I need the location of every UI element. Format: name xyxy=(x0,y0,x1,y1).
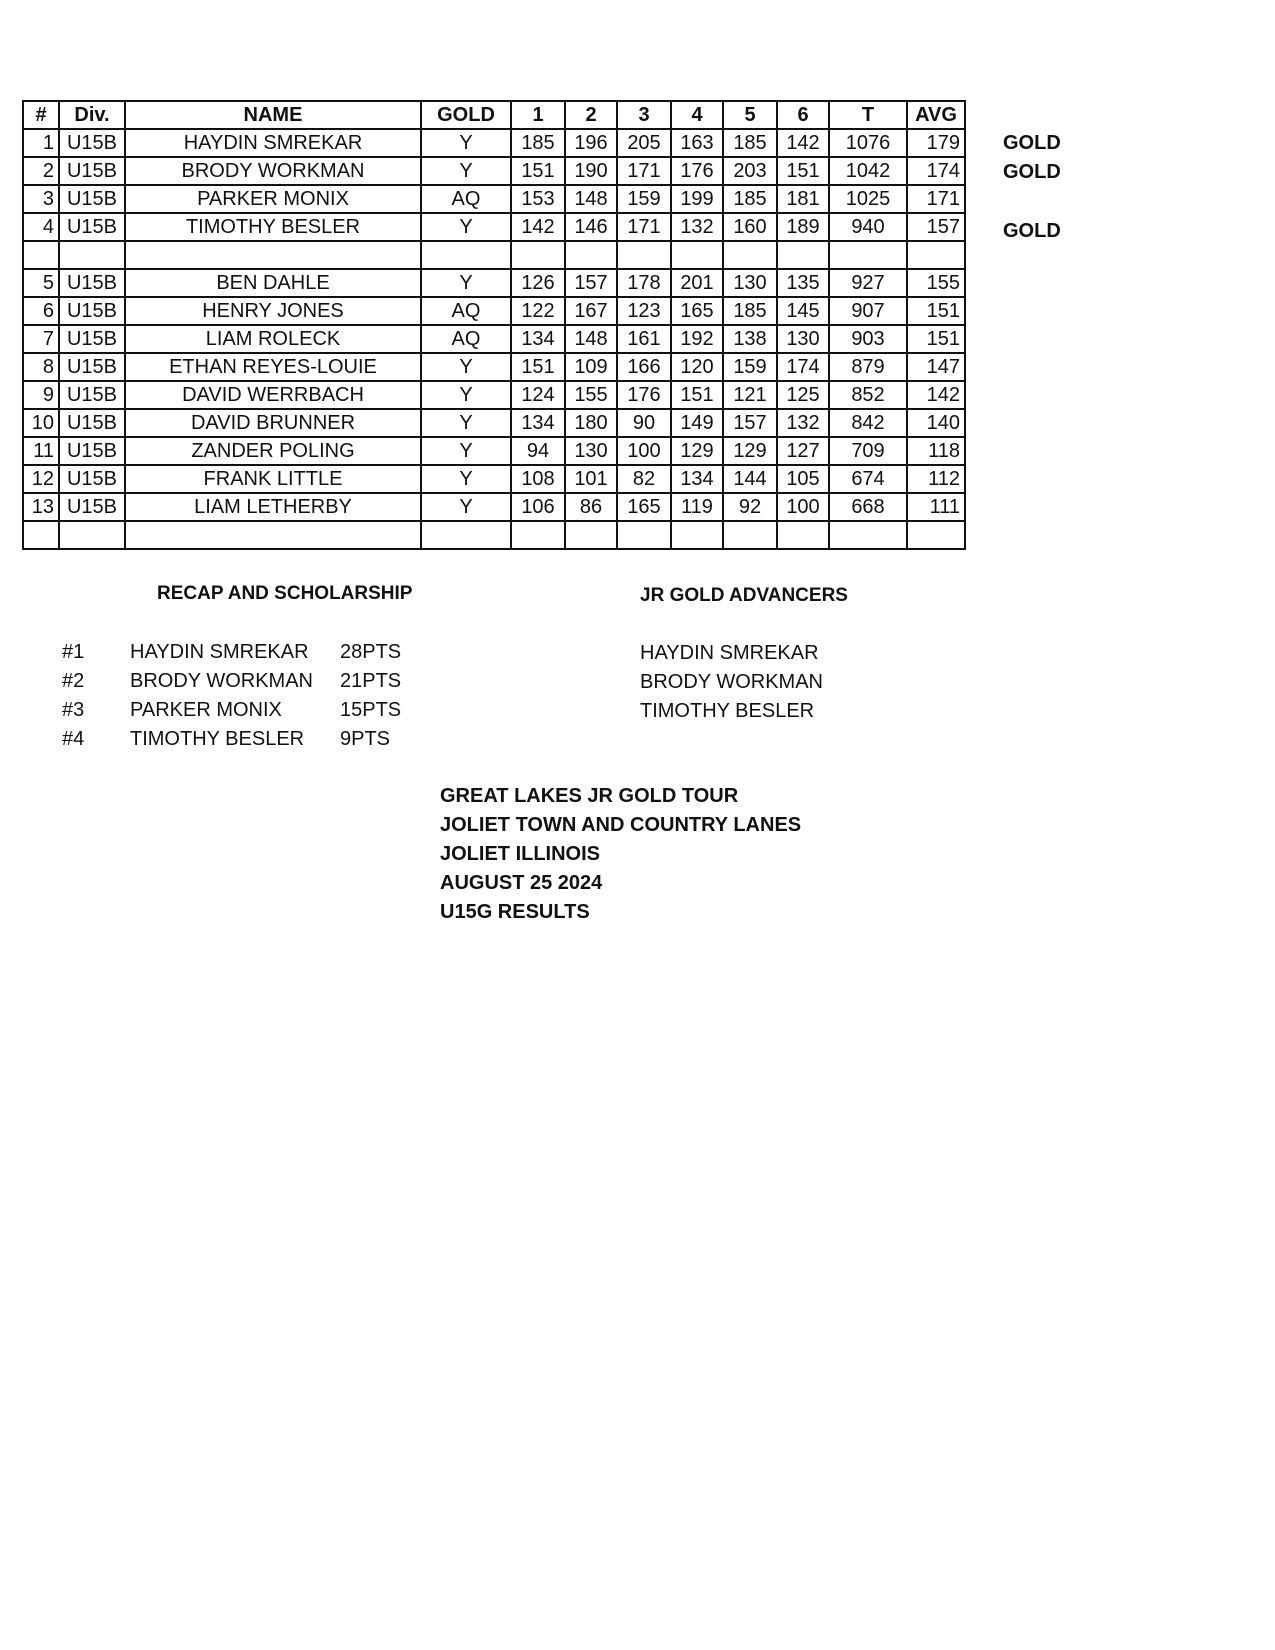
cell-div: U15B xyxy=(59,129,125,157)
empty-cell xyxy=(777,521,829,549)
cell-avg: 151 xyxy=(907,325,965,353)
empty-cell xyxy=(421,241,511,269)
advancer-name: BRODY WORKMAN xyxy=(640,671,823,693)
header-cell: T xyxy=(829,101,907,129)
cell-g2: 148 xyxy=(565,185,617,213)
cell-g3: 90 xyxy=(617,409,671,437)
cell-gold: Y xyxy=(421,129,511,157)
recap-name: BRODY WORKMAN xyxy=(130,670,313,692)
empty-cell xyxy=(617,521,671,549)
results-table xyxy=(22,100,966,550)
cell-g6: 174 xyxy=(777,353,829,381)
cell-gold: Y xyxy=(421,465,511,493)
cell-avg: 157 xyxy=(907,213,965,241)
cell-g4: 165 xyxy=(671,297,723,325)
table-row xyxy=(23,213,965,241)
cell-g3: 205 xyxy=(617,129,671,157)
cell-g5: 138 xyxy=(723,325,777,353)
recap-points: 9PTS xyxy=(340,728,391,750)
cell-g4: 176 xyxy=(671,157,723,185)
event-info-line: U15G RESULTS xyxy=(440,901,590,923)
empty-cell xyxy=(511,241,565,269)
cell-g1: 153 xyxy=(511,185,565,213)
advancers-heading: JR GOLD ADVANCERS xyxy=(640,585,848,606)
cell-g1: 124 xyxy=(511,381,565,409)
cell-g5: 160 xyxy=(723,213,777,241)
empty-cell xyxy=(723,241,777,269)
cell-name: BEN DAHLE xyxy=(125,269,421,297)
empty-cell xyxy=(671,521,723,549)
gold-tag: GOLD xyxy=(1003,131,1061,154)
header-cell: # xyxy=(23,101,59,129)
cell-g6: 125 xyxy=(777,381,829,409)
cell-div: U15B xyxy=(59,325,125,353)
cell-g6: 135 xyxy=(777,269,829,297)
cell-avg: 151 xyxy=(907,297,965,325)
cell-name: TIMOTHY BESLER xyxy=(125,213,421,241)
recap-points: 15PTS xyxy=(340,699,402,721)
cell-g3: 171 xyxy=(617,213,671,241)
cell-g1: 126 xyxy=(511,269,565,297)
cell-g6: 130 xyxy=(777,325,829,353)
cell-g4: 151 xyxy=(671,381,723,409)
cell-g2: 148 xyxy=(565,325,617,353)
cell-gold: AQ xyxy=(421,325,511,353)
empty-cell xyxy=(907,521,965,549)
cell-total: 927 xyxy=(829,269,907,297)
cell-g5: 130 xyxy=(723,269,777,297)
empty-cell xyxy=(511,521,565,549)
cell-g5: 92 xyxy=(723,493,777,521)
cell-num: 5 xyxy=(23,269,59,297)
empty-cell xyxy=(829,241,907,269)
cell-name: HAYDIN SMREKAR xyxy=(125,129,421,157)
header-cell: NAME xyxy=(125,101,421,129)
table-row xyxy=(23,269,965,297)
cell-avg: 118 xyxy=(907,437,965,465)
table-row xyxy=(23,493,965,521)
cell-g6: 132 xyxy=(777,409,829,437)
cell-g1: 185 xyxy=(511,129,565,157)
results-body xyxy=(23,129,965,549)
table-row xyxy=(23,325,965,353)
cell-gold: Y xyxy=(421,157,511,185)
cell-total: 852 xyxy=(829,381,907,409)
cell-g4: 129 xyxy=(671,437,723,465)
cell-g3: 171 xyxy=(617,157,671,185)
cell-g4: 163 xyxy=(671,129,723,157)
cell-g2: 167 xyxy=(565,297,617,325)
table-header-row xyxy=(23,101,965,129)
table-row xyxy=(23,297,965,325)
cell-g5: 185 xyxy=(723,185,777,213)
header-cell: Div. xyxy=(59,101,125,129)
cell-g1: 151 xyxy=(511,157,565,185)
header-cell: 3 xyxy=(617,101,671,129)
cell-g5: 129 xyxy=(723,437,777,465)
cell-g3: 176 xyxy=(617,381,671,409)
cell-g2: 109 xyxy=(565,353,617,381)
cell-gold: Y xyxy=(421,269,511,297)
table-spacer-row xyxy=(23,241,965,269)
gold-tag: GOLD xyxy=(1003,161,1061,183)
cell-gold: Y xyxy=(421,409,511,437)
recap-rank: #1 xyxy=(62,641,85,663)
cell-g3: 100 xyxy=(617,437,671,465)
cell-div: U15B xyxy=(59,213,125,241)
cell-g1: 142 xyxy=(511,213,565,241)
recap-rank: #4 xyxy=(62,728,85,750)
cell-num: 8 xyxy=(23,353,59,381)
cell-g1: 106 xyxy=(511,493,565,521)
recap-name: TIMOTHY BESLER xyxy=(130,728,305,750)
cell-g5: 144 xyxy=(723,465,777,493)
cell-num: 13 xyxy=(23,493,59,521)
cell-g2: 101 xyxy=(565,465,617,493)
cell-g6: 127 xyxy=(777,437,829,465)
cell-avg: 142 xyxy=(907,381,965,409)
cell-g5: 157 xyxy=(723,409,777,437)
cell-g1: 134 xyxy=(511,409,565,437)
empty-cell xyxy=(723,521,777,549)
cell-g4: 199 xyxy=(671,185,723,213)
cell-g4: 132 xyxy=(671,213,723,241)
empty-cell xyxy=(565,241,617,269)
cell-total: 674 xyxy=(829,465,907,493)
recap-rank: #3 xyxy=(62,699,85,721)
cell-g6: 142 xyxy=(777,129,829,157)
cell-name: DAVID BRUNNER xyxy=(125,409,421,437)
cell-num: 1 xyxy=(23,129,59,157)
table-row xyxy=(23,381,965,409)
recap-name: HAYDIN SMREKAR xyxy=(130,641,309,663)
cell-div: U15B xyxy=(59,353,125,381)
cell-g6: 105 xyxy=(777,465,829,493)
cell-g6: 100 xyxy=(777,493,829,521)
header-cell: 6 xyxy=(777,101,829,129)
event-info-line: GREAT LAKES JR GOLD TOUR xyxy=(440,785,739,807)
event-info-line: JOLIET TOWN AND COUNTRY LANES xyxy=(440,814,802,836)
cell-num: 12 xyxy=(23,465,59,493)
cell-total: 907 xyxy=(829,297,907,325)
recap-name: PARKER MONIX xyxy=(130,699,282,721)
cell-g3: 159 xyxy=(617,185,671,213)
cell-name: LIAM ROLECK xyxy=(125,325,421,353)
cell-num: 4 xyxy=(23,213,59,241)
empty-cell xyxy=(421,521,511,549)
empty-cell xyxy=(671,241,723,269)
cell-g3: 178 xyxy=(617,269,671,297)
table-row xyxy=(23,157,965,185)
cell-g3: 82 xyxy=(617,465,671,493)
cell-gold: Y xyxy=(421,213,511,241)
cell-g3: 161 xyxy=(617,325,671,353)
table-row xyxy=(23,465,965,493)
cell-total: 842 xyxy=(829,409,907,437)
cell-avg: 174 xyxy=(907,157,965,185)
cell-name: PARKER MONIX xyxy=(125,185,421,213)
cell-total: 903 xyxy=(829,325,907,353)
cell-name: ETHAN REYES-LOUIE xyxy=(125,353,421,381)
cell-g2: 155 xyxy=(565,381,617,409)
cell-g3: 165 xyxy=(617,493,671,521)
cell-name: LIAM LETHERBY xyxy=(125,493,421,521)
empty-cell xyxy=(907,241,965,269)
header-cell: 5 xyxy=(723,101,777,129)
empty-cell xyxy=(777,241,829,269)
recap-heading: RECAP AND SCHOLARSHIP xyxy=(157,583,413,604)
cell-g2: 196 xyxy=(565,129,617,157)
cell-g2: 157 xyxy=(565,269,617,297)
cell-total: 1025 xyxy=(829,185,907,213)
cell-div: U15B xyxy=(59,297,125,325)
cell-g1: 94 xyxy=(511,437,565,465)
cell-div: U15B xyxy=(59,437,125,465)
cell-g5: 203 xyxy=(723,157,777,185)
cell-g2: 130 xyxy=(565,437,617,465)
recap-points: 28PTS xyxy=(340,641,402,663)
cell-g1: 151 xyxy=(511,353,565,381)
table-row xyxy=(23,409,965,437)
cell-gold: Y xyxy=(421,381,511,409)
cell-num: 2 xyxy=(23,157,59,185)
cell-g3: 123 xyxy=(617,297,671,325)
advancer-name: TIMOTHY BESLER xyxy=(640,700,815,722)
empty-cell xyxy=(829,521,907,549)
header-cell: 1 xyxy=(511,101,565,129)
cell-g4: 134 xyxy=(671,465,723,493)
cell-div: U15B xyxy=(59,157,125,185)
cell-gold: Y xyxy=(421,437,511,465)
cell-avg: 112 xyxy=(907,465,965,493)
table-row xyxy=(23,185,965,213)
cell-num: 3 xyxy=(23,185,59,213)
cell-g4: 192 xyxy=(671,325,723,353)
cell-name: ZANDER POLING xyxy=(125,437,421,465)
cell-num: 7 xyxy=(23,325,59,353)
cell-div: U15B xyxy=(59,185,125,213)
cell-gold: Y xyxy=(421,353,511,381)
cell-g6: 151 xyxy=(777,157,829,185)
header-cell: 4 xyxy=(671,101,723,129)
empty-cell xyxy=(59,241,125,269)
cell-avg: 179 xyxy=(907,129,965,157)
empty-cell xyxy=(59,521,125,549)
cell-total: 879 xyxy=(829,353,907,381)
cell-total: 1042 xyxy=(829,157,907,185)
empty-cell xyxy=(23,521,59,549)
cell-g6: 181 xyxy=(777,185,829,213)
cell-gold: AQ xyxy=(421,297,511,325)
header-cell: AVG xyxy=(907,101,965,129)
cell-num: 11 xyxy=(23,437,59,465)
cell-g5: 185 xyxy=(723,129,777,157)
cell-div: U15B xyxy=(59,493,125,521)
cell-g1: 122 xyxy=(511,297,565,325)
cell-avg: 155 xyxy=(907,269,965,297)
cell-g2: 180 xyxy=(565,409,617,437)
cell-g4: 120 xyxy=(671,353,723,381)
cell-g2: 190 xyxy=(565,157,617,185)
cell-name: BRODY WORKMAN xyxy=(125,157,421,185)
empty-cell xyxy=(125,241,421,269)
empty-cell xyxy=(125,521,421,549)
cell-name: DAVID WERRBACH xyxy=(125,381,421,409)
cell-g4: 201 xyxy=(671,269,723,297)
empty-cell xyxy=(23,241,59,269)
header-cell: GOLD xyxy=(421,101,511,129)
cell-g2: 146 xyxy=(565,213,617,241)
cell-total: 668 xyxy=(829,493,907,521)
cell-gold: Y xyxy=(421,493,511,521)
cell-g5: 159 xyxy=(723,353,777,381)
cell-g2: 86 xyxy=(565,493,617,521)
cell-g5: 185 xyxy=(723,297,777,325)
cell-div: U15B xyxy=(59,269,125,297)
cell-num: 6 xyxy=(23,297,59,325)
advancer-name: HAYDIN SMREKAR xyxy=(640,642,819,664)
event-info-line: AUGUST 25 2024 xyxy=(440,872,603,894)
empty-cell xyxy=(565,521,617,549)
cell-avg: 140 xyxy=(907,409,965,437)
cell-avg: 171 xyxy=(907,185,965,213)
cell-g1: 108 xyxy=(511,465,565,493)
cell-avg: 147 xyxy=(907,353,965,381)
cell-avg: 111 xyxy=(907,493,965,521)
recap-points: 21PTS xyxy=(340,670,402,692)
cell-g3: 166 xyxy=(617,353,671,381)
recap-rank: #2 xyxy=(62,670,85,692)
cell-g4: 149 xyxy=(671,409,723,437)
table-row xyxy=(23,353,965,381)
cell-num: 9 xyxy=(23,381,59,409)
event-info-line: JOLIET ILLINOIS xyxy=(440,843,601,865)
cell-gold: AQ xyxy=(421,185,511,213)
cell-div: U15B xyxy=(59,409,125,437)
cell-num: 10 xyxy=(23,409,59,437)
cell-g5: 121 xyxy=(723,381,777,409)
empty-cell xyxy=(617,241,671,269)
cell-total: 940 xyxy=(829,213,907,241)
header-cell: 2 xyxy=(565,101,617,129)
cell-total: 709 xyxy=(829,437,907,465)
cell-g6: 145 xyxy=(777,297,829,325)
cell-div: U15B xyxy=(59,465,125,493)
cell-name: HENRY JONES xyxy=(125,297,421,325)
cell-g6: 189 xyxy=(777,213,829,241)
table-row xyxy=(23,129,965,157)
cell-div: U15B xyxy=(59,381,125,409)
cell-g1: 134 xyxy=(511,325,565,353)
cell-total: 1076 xyxy=(829,129,907,157)
cell-name: FRANK LITTLE xyxy=(125,465,421,493)
table-spacer-row xyxy=(23,521,965,549)
cell-g4: 119 xyxy=(671,493,723,521)
gold-tag: GOLD xyxy=(1003,220,1061,242)
table-row xyxy=(23,437,965,465)
